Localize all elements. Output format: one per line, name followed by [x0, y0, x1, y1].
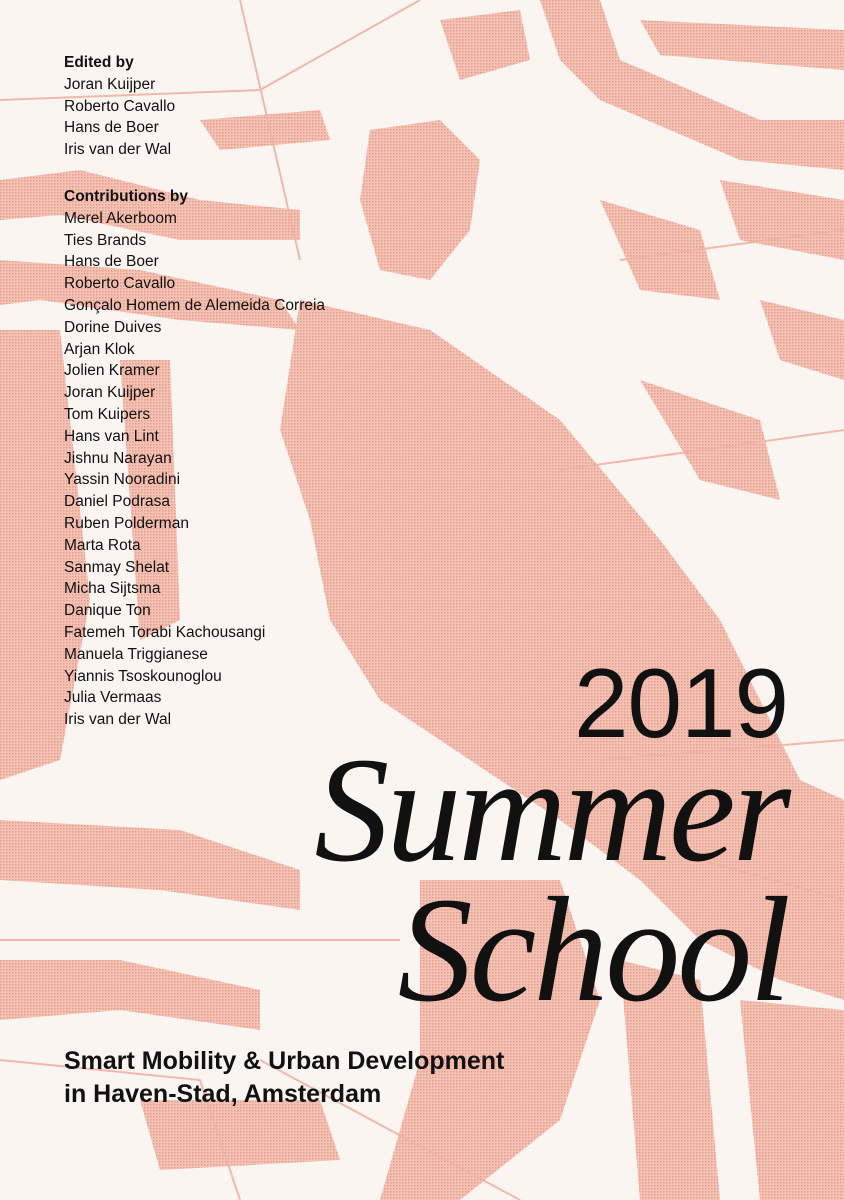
contributor-name: Yassin Nooradini	[64, 471, 181, 489]
contributor-name: Merel Akerboom	[64, 209, 177, 227]
contributor-name: Danique Ton	[64, 602, 151, 620]
contributors-list	[64, 208, 404, 731]
contributor-name: Iris van der Wal	[64, 711, 172, 729]
contributor-name: Joran Kuijper	[64, 384, 156, 402]
contributor-name: Jishnu Narayan	[64, 449, 172, 467]
subtitle-line-1: Smart Mobility & Urban Development	[64, 1047, 505, 1075]
spacer	[64, 161, 404, 186]
contributor-name: Gonçalo Homem de Alemeida Correia	[64, 296, 326, 314]
edited-by-heading: Edited by	[64, 54, 134, 71]
editor-name: Roberto Cavallo	[64, 97, 176, 115]
title-line-summer: Summer	[314, 727, 788, 893]
editor-name: Hans de Boer	[64, 119, 159, 137]
cover-year: 2019	[573, 648, 788, 758]
contributor-name: Hans van Lint	[64, 427, 159, 445]
contributor-name: Marta Rota	[64, 536, 141, 554]
contributor-name: Daniel Podrasa	[64, 493, 170, 511]
contributor-name: Jolien Kramer	[64, 362, 160, 380]
contributor-name: Fatemeh Torabi Kachousangi	[64, 623, 266, 641]
contributor-name: Dorine Duives	[64, 318, 162, 336]
subtitle-line-2: in Haven-Stad, Amsterdam	[64, 1080, 382, 1108]
contributor-name: Yiannis Tsoskounoglou	[64, 667, 222, 685]
editor-name: Iris van der Wal	[64, 141, 172, 159]
editor-name: Joran Kuijper	[64, 75, 156, 93]
contributor-name: Roberto Cavallo	[64, 275, 176, 293]
contributor-name: Manuela Triggianese	[64, 645, 208, 663]
contributor-name: Sanmay Shelat	[64, 558, 170, 576]
contributor-name: Ruben Polderman	[64, 514, 189, 532]
contributor-name: Tom Kuipers	[64, 405, 151, 423]
contributor-name: Ties Brands	[64, 231, 147, 249]
cover-title	[200, 727, 788, 1033]
title-line-school: School	[397, 867, 788, 1033]
editors-list	[64, 74, 404, 161]
contributor-name: Hans de Boer	[64, 253, 159, 271]
credits-block	[64, 52, 404, 731]
contributor-name: Julia Vermaas	[64, 689, 162, 707]
contributor-name: Micha Sijtsma	[64, 580, 161, 598]
contributor-name: Arjan Klok	[64, 340, 135, 358]
contributions-by-heading: Contributions by	[64, 187, 188, 205]
cover-subtitle	[64, 1045, 764, 1111]
